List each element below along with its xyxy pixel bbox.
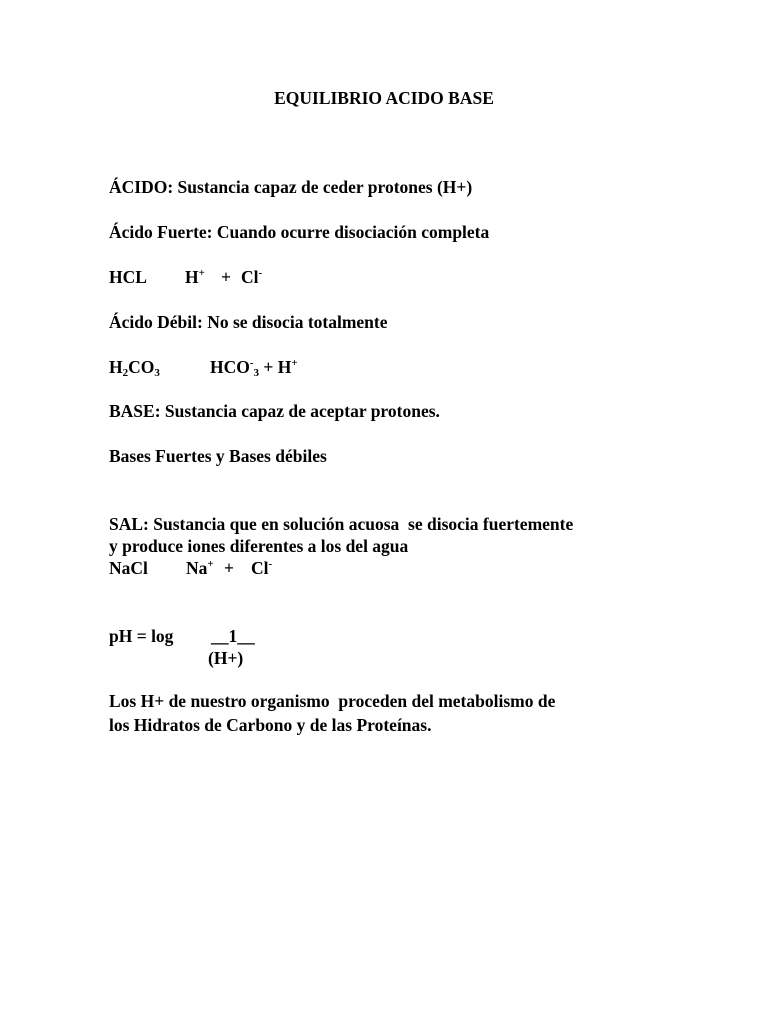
eq1-reactant: HCL — [109, 267, 147, 287]
eq2-reactant: $H_2CO_3$ — [109, 357, 160, 379]
final-paragraph-line-1: Los H+ de nuestro organismo proceden del metabolismo de — [109, 691, 556, 711]
sal-definition-line-1: SAL: Sustancia que en solución acuosa se disocia fuertemente — [109, 514, 574, 534]
eq1-plus: + — [221, 267, 231, 287]
final-paragraph-line-2: los Hidratos de Carbono y de las Proteínas. — [109, 715, 432, 735]
eq1-product-2: Cl- — [241, 267, 263, 287]
eq1-product-1: H+ — [185, 267, 205, 287]
acido-debil-definition: Ácido Débil: No se disocia totalmente — [109, 312, 388, 332]
ph-numerator: __1__ — [211, 626, 255, 646]
acido-definition: ÁCIDO: Sustancia capaz de ceder protones (H+) — [109, 177, 473, 197]
eq3-product-2: Cl- — [251, 558, 273, 578]
acido-fuerte-definition: Ácido Fuerte: Cuando ocurre disociación completa — [109, 222, 490, 242]
ph-lhs: pH = log — [109, 626, 174, 646]
bases-types: Bases Fuertes y Bases débiles — [109, 446, 327, 466]
base-definition: BASE: Sustancia capaz de aceptar protones. — [109, 401, 440, 421]
page-title: EQUILIBRIO ACIDO BASE — [274, 88, 494, 108]
eq2-products: $HCO^-_3 + H^+$ — [210, 357, 298, 379]
ph-denominator: (H+) — [208, 648, 244, 668]
eq3-plus: + — [224, 558, 234, 578]
sal-definition-line-2: y produce iones diferentes a los del agua — [109, 536, 409, 556]
eq3-product-1: Na+ — [186, 558, 214, 578]
eq3-reactant: NaCl — [109, 558, 148, 578]
